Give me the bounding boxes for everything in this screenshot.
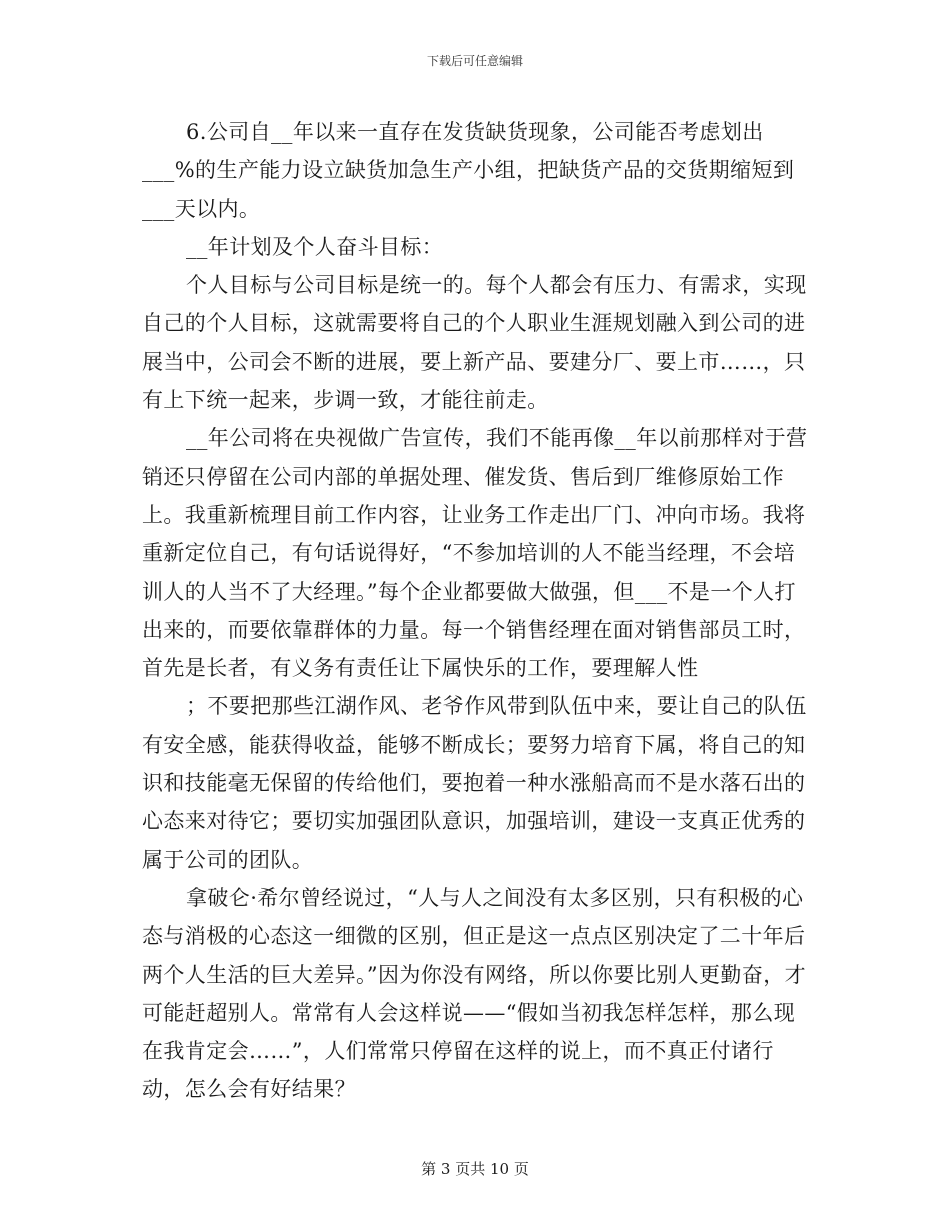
document-body [142, 113, 810, 1109]
paragraph-2: __年计划及个人奋斗目标： [186, 234, 444, 259]
paragraph-4: __年公司将在央视做广告宣传，我们不能再像__年以前那样对于营销还只停留在公司内部的单据处理、催发货、售后到厂维修原始工作上。我重新梳理目前工作内容，让业务工作走出厂门、冲向市场。我将重新定位自己，有句话说得好，“不参加培训的人不能当经理，不会培训人的人当不了大经理。”每个企业都要做大做强，但___不是一个人打出来的，而要依靠群体的力量。每一个销售经理在面对销售部员工时，首先是长者，有义务有责任让下属快乐的工作，要理解人性 [142, 426, 808, 681]
paragraph-1: 6.公司自__年以来一直存在发货缺货现象，公司能否考虑划出___%的生产能力设立缺货加急生产小组，把缺货产品的交货期缩短到___天以内。 [142, 120, 795, 221]
paragraph-3: 个人目标与公司目标是统一的。每个人都会有压力、有需求，实现自己的个人目标，这就需要将自己的个人职业生涯规划融入到公司的进展当中，公司会不断的进展，要上新产品、要建分厂、要上市……，只有上下统一起来，步调一致，才能往前走。 [142, 273, 807, 413]
page-header: 下载后可任意编辑 [426, 54, 523, 68]
paragraph-6: 拿破仑·希尔曾经说过，“人与人之间没有太多区别，只有积极的心态与消极的心态这一细微的区别，但正是这一点点区别决定了二十年后两个人生活的巨大差异。”因为你没有网络，所以你要比别人更勤奋，才可能赶超别人。常常有人会这样说——“假如当初我怎样怎样，那么现在我肯定会……”，人们常常只停留在这样的说上，而不真正付诸行动，怎么会有好结果？ [142, 885, 807, 1102]
paragraph-5: ；不要把那些江湖作风、老爷作风带到队伍中来，要让自己的队伍有安全感，能获得收益，能够不断成长；要努力培育下属，将自己的知识和技能毫无保留的传给他们，要抱着一种水涨船高而不是水落石出的心态来对待它；要切实加强团队意识，加强培训，建设一支真正优秀的属于公司的团队。 [142, 694, 807, 872]
page-footer: 第 3 页共 10 页 [421, 1160, 529, 1178]
